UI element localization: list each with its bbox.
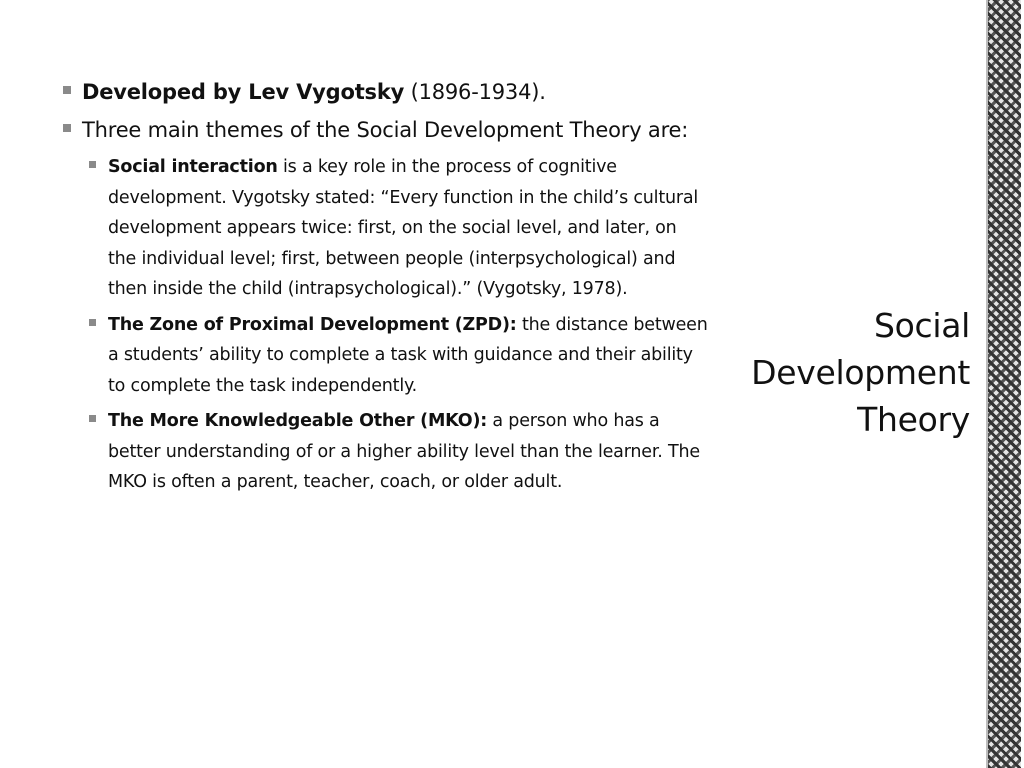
square-bullet-icon — [89, 161, 96, 168]
bullet-text: Three main themes of the Social Development Theory are: — [82, 118, 689, 142]
sub-bullet-text: is a key role in the process of cognitive development. Vygotsky stated: “Every function in the child’s cultural development appears twice: first, on the social level, and later, on the individual level; first, between people (interpsychological) and then inside the child (intrapsychological).” (Vygotsky, 1978). — [108, 157, 699, 299]
bullet-text: (1896-1934). — [404, 80, 546, 104]
bullet-developed-by — [62, 76, 710, 108]
square-bullet-icon — [89, 319, 96, 326]
square-bullet-icon — [63, 86, 71, 94]
sub-bullet-zpd — [88, 310, 710, 402]
decorative-pattern-border — [988, 0, 1024, 768]
sub-bullet-bold-text: Social interaction — [108, 157, 278, 177]
sub-bullet-mko — [88, 406, 710, 498]
title-line: Development — [751, 353, 970, 392]
square-bullet-icon — [63, 124, 71, 132]
bullet-bold-text: Developed by Lev Vygotsky — [82, 80, 405, 104]
sub-bullet-list — [62, 152, 710, 498]
slide-body — [62, 76, 710, 503]
sub-bullet-text: the distance between a students’ ability to complete a task with guidance and their ability to complete the task independently. — [108, 314, 708, 396]
sub-bullet-bold-text: The More Knowledgeable Other (MKO): — [108, 411, 488, 431]
sub-bullet-social-interaction — [88, 152, 710, 305]
square-bullet-icon — [89, 415, 96, 422]
sub-bullet-bold-text: The Zone of Proximal Development (ZPD): — [108, 314, 517, 335]
title-line: Theory — [857, 400, 970, 439]
slide-title — [730, 302, 970, 443]
sub-bullet-text: a person who has a better understanding of or a higher ability level than the learner. The MKO is often a parent, teacher, coach, or older adult. — [108, 411, 700, 492]
bullet-three-themes — [62, 114, 710, 146]
title-line: Social — [873, 306, 970, 345]
